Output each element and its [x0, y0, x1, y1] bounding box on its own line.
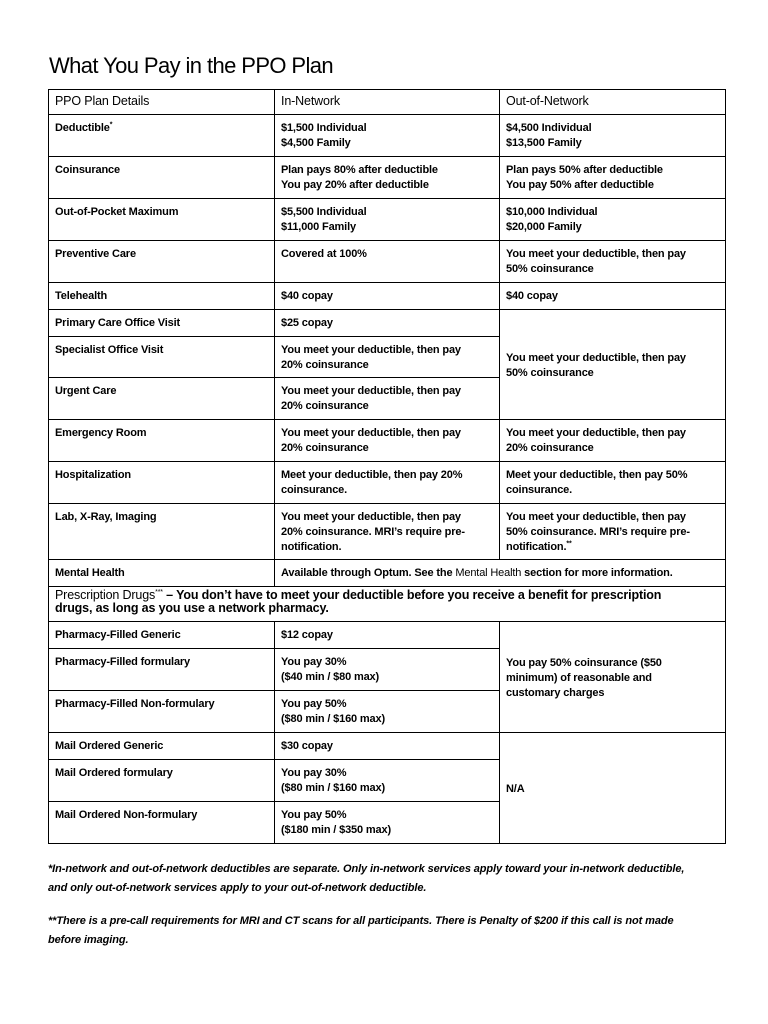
row-label: Out-of-Pocket Maximum: [49, 199, 275, 241]
out-of-network-cell: Plan pays 50% after deductible You pay 50% after deductible: [500, 157, 726, 199]
in-network-cell: You meet your deductible, then pay 20% coinsurance: [275, 378, 500, 420]
in-network-cell: $25 copay: [275, 310, 500, 337]
row-label: Coinsurance: [49, 157, 275, 199]
row-label: Mental Health: [49, 560, 275, 587]
out-of-network-cell: You meet your deductible, then pay 20% coinsurance: [500, 420, 726, 462]
header-in-network: In-Network: [275, 90, 500, 115]
page-title: What You Pay in the PPO Plan: [49, 53, 334, 78]
office-visits-out-of-network-cell: You meet your deductible, then pay 50% coinsurance: [500, 310, 726, 420]
out-of-network-cell: You meet your deductible, then pay 50% coinsurance. MRI’s require pre- notification.**: [500, 504, 726, 560]
in-network-cell: $30 copay: [275, 733, 500, 760]
out-of-network-cell: $4,500 Individual $13,500 Family: [500, 115, 726, 157]
in-network-cell: You pay 30% ($80 min / $160 max): [275, 760, 500, 802]
in-network-cell: You meet your deductible, then pay 20% coinsurance. MRI’s require pre- notification.: [275, 504, 500, 560]
row-label: Pharmacy-Filled Non-formulary: [49, 691, 275, 733]
row-label: Mail Ordered Generic: [49, 733, 275, 760]
table-row-mental-health: [49, 560, 726, 587]
footnote-deductible: *In-network and out-of-network deductibles are separate. Only in-network services apply toward your in-network deductible, and only out-of-network services apply to your out-of-network deductible.: [48, 863, 685, 894]
row-label: Mail Ordered formulary: [49, 760, 275, 802]
in-network-cell: Covered at 100%: [275, 241, 500, 283]
table-row-pharmacy-generic: [49, 622, 726, 649]
footnote-precall: **There is a pre-call requirements for MRI and CT scans for all participants. There is Penalty of $200 if this call is not made before imaging.: [48, 915, 674, 946]
out-of-network-cell: $10,000 Individual $20,000 Family: [500, 199, 726, 241]
mental-health-cell: Available through Optum. See the Mental Health section for more information.: [275, 560, 726, 587]
header-out-of-network: Out-of-Network: [500, 90, 726, 115]
table-row-lab-xray-imaging: [49, 504, 726, 560]
row-label: Pharmacy-Filled formulary: [49, 649, 275, 691]
table-row-emergency-room: [49, 420, 726, 462]
row-label: Urgent Care: [49, 378, 275, 420]
row-label: Pharmacy-Filled Generic: [49, 622, 275, 649]
row-label: Hospitalization: [49, 462, 275, 504]
row-label: Primary Care Office Visit: [49, 310, 275, 337]
table-header-row: [49, 90, 726, 115]
row-label: Emergency Room: [49, 420, 275, 462]
in-network-cell: Meet your deductible, then pay 20% coinsurance.: [275, 462, 500, 504]
table-row-coinsurance: [49, 157, 726, 199]
pharmacy-out-of-network-cell: You pay 50% coinsurance ($50 minimum) of reasonable and customary charges: [500, 622, 726, 733]
in-network-cell: $40 copay: [275, 283, 500, 310]
in-network-cell: You meet your deductible, then pay 20% coinsurance: [275, 337, 500, 378]
in-network-cell: $12 copay: [275, 622, 500, 649]
out-of-network-cell: $40 copay: [500, 283, 726, 310]
table-row-telehealth: [49, 283, 726, 310]
in-network-cell: You pay 50% ($80 min / $160 max): [275, 691, 500, 733]
row-label: Specialist Office Visit: [49, 337, 275, 378]
row-label: Deductible*: [49, 115, 275, 157]
in-network-cell: $5,500 Individual $11,000 Family: [275, 199, 500, 241]
table-row-hospitalization: [49, 462, 726, 504]
in-network-cell: You pay 50% ($180 min / $350 max): [275, 802, 500, 844]
in-network-cell: You meet your deductible, then pay 20% coinsurance: [275, 420, 500, 462]
table-row-primary-care: [49, 310, 726, 337]
out-of-network-cell: You meet your deductible, then pay 50% coinsurance: [500, 241, 726, 283]
mail-out-of-network-cell: N/A: [500, 733, 726, 844]
row-label: Preventive Care: [49, 241, 275, 283]
prescription-drugs-row: [49, 587, 726, 622]
header-plan-details: PPO Plan Details: [49, 90, 275, 115]
row-label: Telehealth: [49, 283, 275, 310]
out-of-network-cell: Meet your deductible, then pay 50% coinsurance.: [500, 462, 726, 504]
footnotes: [48, 860, 728, 964]
in-network-cell: $1,500 Individual $4,500 Family: [275, 115, 500, 157]
table-row-out-of-pocket-maximum: [49, 199, 726, 241]
ppo-plan-table: [48, 89, 726, 844]
mental-health-link[interactable]: Mental Health: [455, 567, 522, 579]
in-network-cell: Plan pays 80% after deductible You pay 20% after deductible: [275, 157, 500, 199]
table-row-deductible: [49, 115, 726, 157]
in-network-cell: You pay 30% ($40 min / $80 max): [275, 649, 500, 691]
table-row-preventive-care: [49, 241, 726, 283]
table-row-mail-generic: [49, 733, 726, 760]
row-label: Mail Ordered Non-formulary: [49, 802, 275, 844]
prescription-drugs-cell: Prescription Drugs*** – You don’t have to meet your deductible before you receive a benefit for prescription drugs, as long as you use a network pharmacy.: [49, 587, 726, 622]
row-label: Lab, X-Ray, Imaging: [49, 504, 275, 560]
